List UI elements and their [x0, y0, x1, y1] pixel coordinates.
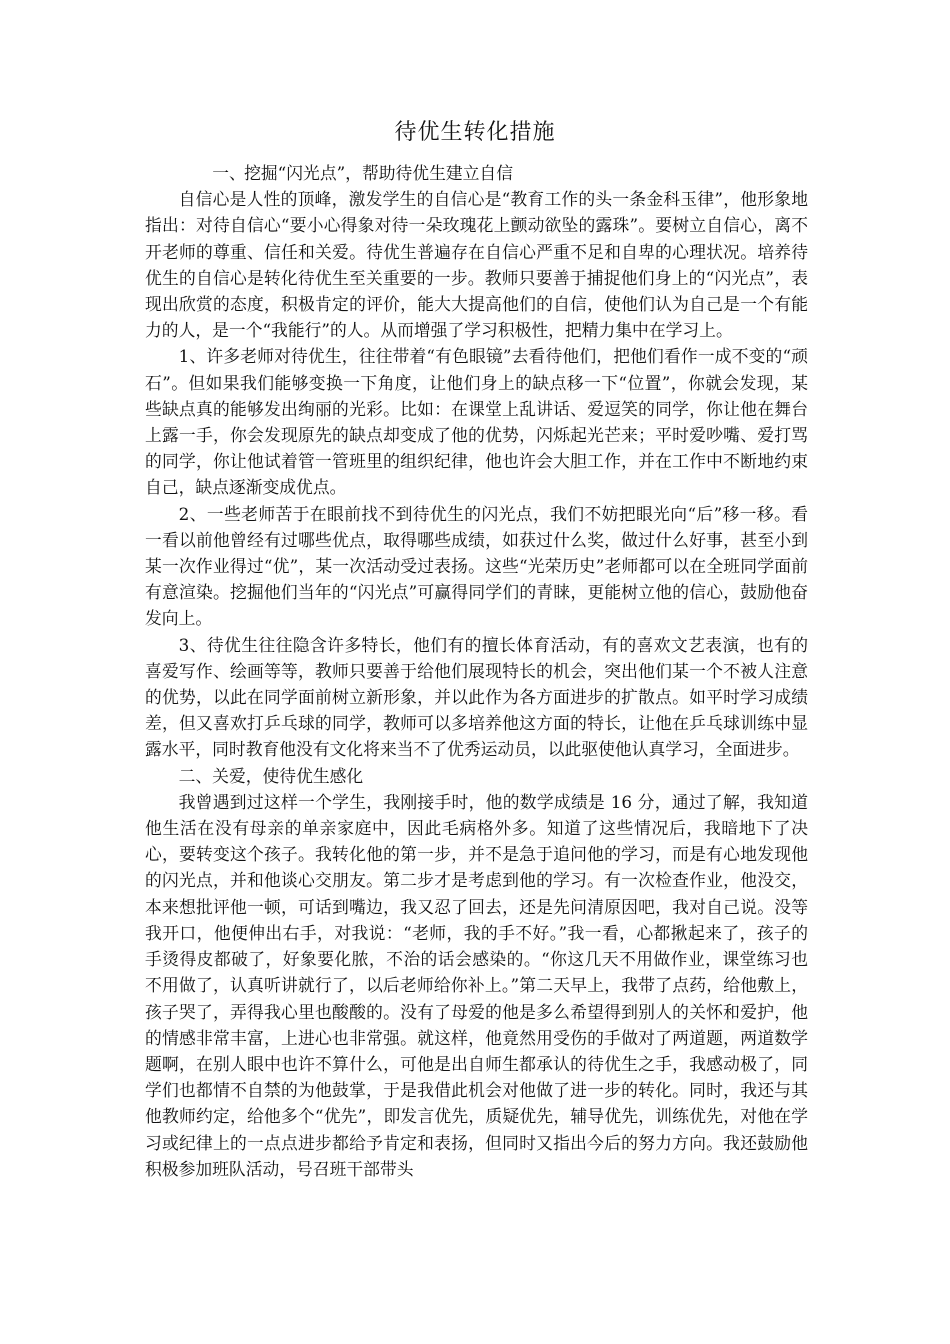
- section-1-number: 一、: [212, 163, 246, 183]
- paragraph: 1、许多老师对待优生，往往带着“有色眼镜”去看待他们，把他们看作一成不变的“顽石”。但如果我们能够变换一下角度，让他们身上的缺点移一下“位置”，你就会发现，某些缺点真的能够发出绚丽的光彩。比如：在课堂上乱讲话、爱逗笑的同学，你让他在舞台上露一手，你会发现原先的缺点却变成了他的优势，闪烁起光芒来；平时爱吵嘴、爱打骂的同学，你让他试着管一管班里的组织纪律，他也许会大胆工作，并在工作中不断地约束自己，缺点逐渐变成优点。: [145, 346, 808, 498]
- paragraph: 2、一些老师苦于在眼前找不到待优生的闪光点，我们不妨把眼光向“后”移一移。看一看以前他曾经有过哪些优点，取得哪些成绩，如获过什么奖，做过什么好事，甚至小到某一次作业得过“优”，某一次活动受过表扬。这些“光荣历史”老师都可以在全班同学面前有意渲染。挖掘他们当年的“闪光点”可赢得同学们的青睐，更能树立他的信心，鼓励他奋发向上。: [145, 503, 808, 629]
- section-1-heading-text: 挖掘“闪光点”，帮助待优生建立自信: [244, 163, 513, 183]
- document-title: 待优生转化措施: [394, 120, 556, 145]
- section-1-heading: [145, 160, 808, 186]
- section-2-heading: 二、关爱，使待优生感化: [178, 765, 364, 786]
- paragraph: 自信心是人性的顶峰，激发学生的自信心是“教育工作的头一条金科玉律”，他形象地指出：对待自信心“要小心得象对待一朵玫瑰花上颤动欲坠的露珠”。要树立自信心，离不开老师的尊重、信任和关爱。待优生普遍存在自信心严重不足和自卑的心理状况。培养待优生的自信心是转化待优生至关重要的一步。教师只要善于捕捉他们身上的“闪光点”，表现出欣赏的态度，积极肯定的评价，能大大提高他们的自信，使他们认为自己是一个有能力的人，是一个“我能行”的人。从而增强了学习积极性，把精力集中在学习上。: [145, 189, 808, 341]
- paragraph: 3、待优生往往隐含许多特长，他们有的擅长体育活动，有的喜欢文艺表演，也有的喜爱写作、绘画等等，教师只要善于给他们展现特长的机会，突出他们某一个不被人注意的优势，以此在同学面前树立新形象，并以此作为各方面进步的扩散点。如平时学习成绩差，但又喜欢打乒乓球的同学，教师可以多培养他这方面的特长，让他在乒乓球训练中显露水平，同时教育他没有文化将来当不了优秀运动员，以此驱使他认真学习，全面进步。: [145, 634, 808, 760]
- document-body: [145, 160, 808, 1182]
- paragraph: 我曾遇到过这样一个学生，我刚接手时，他的数学成绩是 16 分，通过了解，我知道他生活在没有母亲的单亲家庭中，因此毛病格外多。知道了这些情况后，我暗地下了决心，要转变这个孩子。我转化他的第一步，并不是急于追问他的学习，而是有心地发现他的闪光点，并和他谈心交朋友。第二步才是考虑到他的学习。有一次检查作业，他没交，本来想批评他一顿，可话到嘴边，我又忍了回去，还是先问清原因吧，我对自己说。没等我开口，他便伸出右手，对我说：“老师，我的手不好。”我一看，心都揪起来了，孩子的手烫得皮都破了，好象要化脓，不治的话会感染的。“你这几天不用做作业，课堂练习也不用做了，认真听讲就行了，以后老师给你补上。”第二天早上，我带了点药，给他敷上，孩子哭了，弄得我心里也酸酸的。没有了母爱的他是多么希望得到别人的关怀和爱护，他的情感非常丰富，上进心也非常强。就这样，他竟然用受伤的手做对了两道题，两道数学题啊，在别人眼中也许不算什么，可他是出自师生都承认的待优生之手，我感动极了，同学们也都情不自禁的为他鼓掌，于是我借此机会对他做了进一步的转化。同时，我还与其他教师约定，给他多个“优先”，即发言优先，质疑优先，辅导优先，训练优先，对他在学习或纪律上的一点点进步都给予肯定和表扬，但同时又指出今后的努力方向。我还鼓励他积极参加班队活动，号召班干部带头: [145, 791, 808, 1179]
